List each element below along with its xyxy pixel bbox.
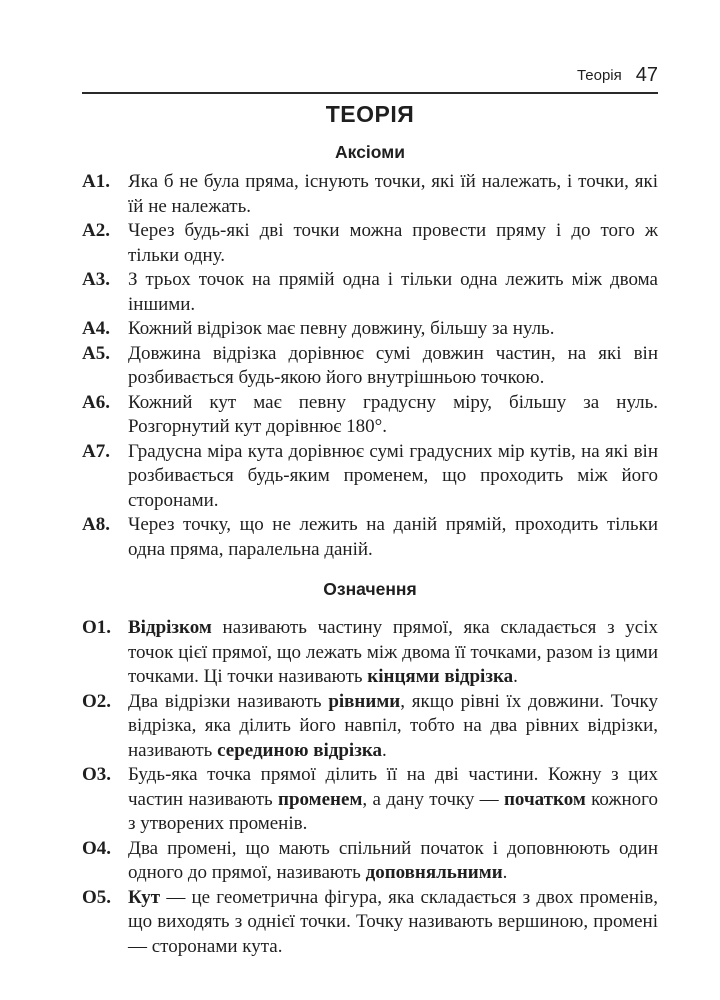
definition-fragment: Два відрізки називають	[128, 690, 329, 712]
defined-term: променем	[278, 788, 363, 810]
header-section-title: Теорія	[576, 66, 622, 84]
definitions-list	[82, 616, 658, 959]
axiom-text: Довжина відрізка дорівнює сумі довжин частин, на які він розбивається будь-якою його внутрішньою точкою.	[128, 342, 658, 388]
definition-text	[128, 690, 658, 764]
running-header	[82, 58, 658, 94]
axiom-text: Кожний відрізок має певну довжину, більшу за нуль.	[128, 318, 555, 339]
definition-item	[82, 763, 658, 837]
axiom-number: А2.	[82, 220, 110, 241]
definition-text	[128, 616, 658, 690]
definitions-heading: Означення	[323, 579, 417, 599]
definition-number: О4.	[82, 837, 112, 859]
defined-term: Кут	[128, 886, 161, 908]
axiom-text: Кожний кут має певну градусну міру, більшу за нуль. Розгорнутий кут дорівнює 180°.	[128, 391, 658, 437]
axiom-number: А3.	[82, 269, 110, 290]
defined-term: початком	[503, 788, 586, 810]
definition-fragment: Два промені, що мають спільний початок і доповнюють один одного до прямої, називають	[128, 837, 658, 883]
definition-number: О2.	[82, 690, 112, 712]
definition-fragment: , а дану точку —	[362, 788, 504, 810]
defined-term: рівними	[328, 690, 401, 712]
axioms-list	[82, 170, 658, 562]
defined-term: доповняльними	[365, 862, 503, 883]
page-content	[82, 94, 658, 959]
definition-fragment: кожного з утворених променів.	[128, 788, 658, 834]
axiom-number: А5.	[82, 342, 110, 364]
axiom-item	[82, 342, 658, 391]
axiom-number: А8.	[82, 514, 110, 535]
axiom-text: Градусна міра кута дорівнює сумі градусних мір кутів, на які він розбивається будь-яким променем, що проходить між його сторонами.	[128, 440, 658, 511]
defined-term: кінцями відрізка	[367, 666, 514, 687]
definition-text	[128, 763, 658, 837]
definition-item	[82, 690, 658, 764]
definition-fragment: .	[513, 666, 518, 687]
axiom-item	[82, 268, 658, 317]
definition-item	[82, 886, 658, 960]
axiom-item	[82, 513, 658, 562]
definition-item	[82, 837, 658, 886]
axiom-text: Через будь-які дві точки можна провести пряму і до того ж тільки одну.	[128, 220, 658, 266]
defined-term: Відрізком	[128, 617, 212, 638]
definition-text	[128, 886, 658, 960]
definition-fragment: — це геометрична фігура, яка складається з двох променів, що виходять з однієї точки. Точку називають вершиною, промені — сторонами кута.	[128, 886, 658, 957]
page-title: ТЕОРІЯ	[325, 101, 415, 127]
definition-fragment: .	[502, 862, 508, 883]
axiom-number: А6.	[82, 391, 110, 413]
axiom-text: З трьох точок на прямій одна і тільки одна лежить між двома іншими.	[128, 269, 658, 315]
axiom-text: Через точку, що не лежить на даній прямій, проходить тільки одна пряма, паралельна даній.	[128, 514, 658, 560]
axiom-item	[82, 219, 658, 268]
defined-term: серединою відрізка	[217, 739, 383, 761]
definition-fragment: .	[382, 739, 387, 761]
definition-fragment: , якщо рівні їх довжини. Точку відрізка, яка ділить його навпіл, тобто на два рівних відрізки, називають	[128, 690, 658, 761]
axiom-number: А7.	[82, 440, 110, 462]
axiom-number: А1.	[82, 171, 110, 192]
axiom-item	[82, 317, 658, 342]
definition-number: О1.	[82, 617, 112, 638]
axiom-item	[82, 440, 658, 514]
definition-item	[82, 616, 658, 690]
definition-number: О5.	[82, 886, 112, 908]
definition-text	[128, 837, 658, 886]
definition-number: О3.	[82, 764, 112, 785]
page-number: 47	[635, 63, 658, 86]
definition-fragment: називають частину прямої, яка складається з усіх точок цієї прямої, що лежать між двома її точками, разом із цими точками. Ці точки називають	[128, 617, 658, 687]
axiom-number: А4.	[82, 318, 110, 339]
axiom-text: Яка б не була пряма, існують точки, які їй належать, і точки, які їй не належать.	[128, 171, 658, 217]
axiom-item	[82, 391, 658, 440]
definition-fragment: Будь-яка точка прямої ділить її на дві частини. Кожну з цих частин називають	[128, 764, 658, 810]
axioms-heading: Аксіоми	[335, 142, 405, 162]
axiom-item	[82, 170, 658, 219]
